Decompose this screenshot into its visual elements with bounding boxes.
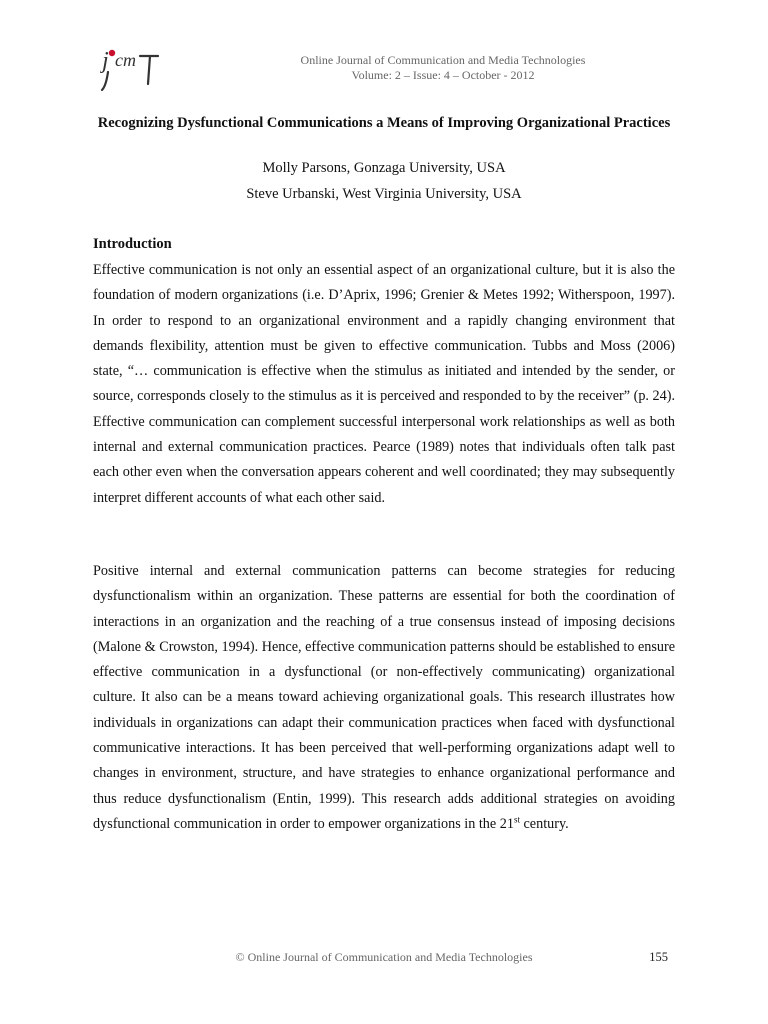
footer-copyright: © Online Journal of Communication and Media Technologies [235, 950, 533, 964]
paragraph-2-end: century. [519, 815, 569, 832]
page-number: 155 [649, 950, 668, 964]
journal-name: Online Journal of Communication and Media Technologies [300, 53, 586, 67]
journal-logo [100, 44, 164, 94]
article-title: Recognizing Dysfunctional Communications a Means of Improving Organizational Practices [97, 115, 671, 131]
author-1: Molly Parsons, Gonzaga University, USA [262, 160, 506, 176]
logo-text: j [102, 48, 109, 74]
paragraph-2-text: Positive internal and external communication patterns can become strategies for reducing dysfunctionalism within an organization. These patterns are essential for both the coordination of interactions in an organization and the reaching of a true consensus instead of imposing decisions (Malone & Crowston, 1994). Hence, effective communication patterns should be established to ensure effective communication in a dysfunctional (or non-effectively communicating) organizational culture. It also can be a means toward achieving organizational goals. This research illustrates how individuals in organizations can adapt their communication practices when faced with dysfunctional communicative interactions. It has been perceived that well-performing organizations adapt well to changes in environment, structure, and have strategies to enhance organizational performance and thus reduce dysfunctionalism (Entin, 1999). This research adds additional strategies on avoiding dysfunctional communication in order to empower organizations in the 21 [93, 563, 675, 832]
volume-line: Volume: 2 – Issue: 4 – October - 2012 [351, 68, 535, 82]
paragraph-2-superscript: st [513, 814, 520, 825]
paragraph-2 [93, 559, 675, 837]
svg-text:cm: cm [115, 50, 136, 70]
journal-header [250, 53, 636, 83]
paragraph-1: Effective communication is not only an essential aspect of an organizational culture, but it is also the foundation of modern organizations (i.e. D’Aprix, 1996; Grenier & Metes 1992; Witherspoon, 1997). In order to respond to an organizational environment and a rapidly changing environment that demands flexibility, attention must be given to effective communication. Tubbs and Moss (2006) state, “… communication is effective when the stimulus as initiated and intended by the sender, or source, corresponds closely to the stimulus as it is perceived and responded to by the receiver” (p. 24). Effective communication can complement successful interpersonal work relationships as well as both internal and external communication practices. Pearce (1989) notes that individuals often talk past each other even when the conversation appears coherent and well coordinated; they may subsequently interpret different accounts of what each other said. [93, 262, 675, 506]
section-heading: Introduction [93, 236, 172, 252]
author-2: Steve Urbanski, West Virginia University, USA [246, 186, 522, 202]
